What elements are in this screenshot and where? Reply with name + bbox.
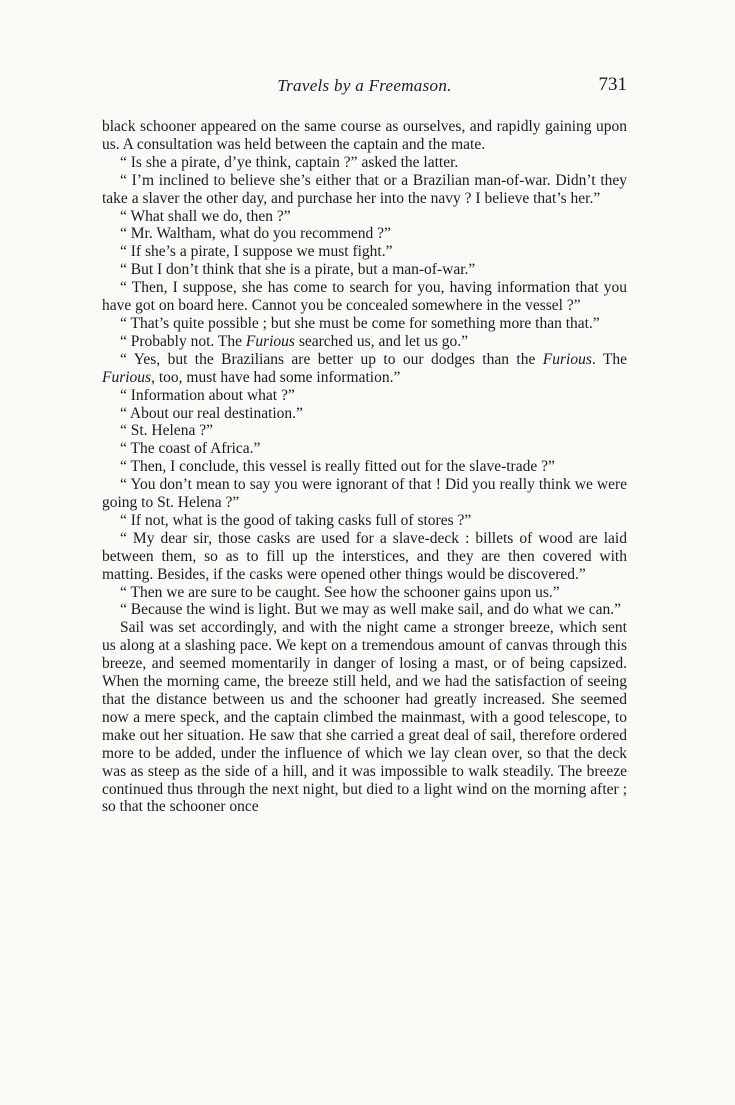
paragraph: “ Is she a pirate, d’ye think, captain ?” asked the latter. xyxy=(120,153,459,171)
ship-name: Furious xyxy=(102,368,152,386)
page-number: 731 xyxy=(598,74,627,95)
paragraph: “ St. Helena ?” xyxy=(120,422,213,440)
paragraph: “ I’m inclined to believe she’s either that or a Brazilian man-of-war. Didn’t they take a slaver the other day, and purchase her into the navy ? I believe that’s her.” xyxy=(102,171,627,207)
paragraph: “ About our real destination.” xyxy=(120,404,303,422)
ship-name: Furious xyxy=(542,350,592,368)
paragraph: “ Probably not. The Furious searched us, and let us go.” xyxy=(120,332,468,350)
paragraph: “ Then, I suppose, she has come to search for you, having information that you have got on board here. Cannot you be concealed somewhere in the vessel ?” xyxy=(102,279,627,315)
paragraph: “ What shall we do, then ?” xyxy=(120,207,291,225)
ship-name: Furious xyxy=(245,332,295,350)
paragraph: “ If not, what is the good of taking casks full of stores ?” xyxy=(120,511,472,529)
paragraph: “ Because the wind is light. But we may as well make sail, and do what we can.” xyxy=(120,601,622,619)
page-header xyxy=(102,76,627,104)
paragraph: “ Yes, but the Brazilians are better up to our dodges than the Furious. The Furious, too, must have had some information.” xyxy=(102,350,627,386)
paragraph: “ The coast of Africa.” xyxy=(120,440,261,458)
paragraph: “ You don’t mean to say you were ignorant of that ! Did you really think we were going to St. Helena ?” xyxy=(102,476,627,512)
running-title: Travels by a Freemason. xyxy=(277,76,452,95)
paragraph: “ Then, I conclude, this vessel is really fitted out for the slave-trade ?” xyxy=(120,458,555,476)
paragraph: “ Then we are sure to be caught. See how the schooner gains upon us.” xyxy=(120,583,560,601)
paragraph: “ That’s quite possible ; but she must be come for something more than that.” xyxy=(120,314,600,332)
paragraph: “ But I don’t think that she is a pirate, but a man-of-war.” xyxy=(120,261,476,279)
paragraph: “ If she’s a pirate, I suppose we must fight.” xyxy=(120,243,393,261)
paragraph: Sail was set accordingly, and with the night came a stronger breeze, which sent us along at a slashing pace. We kept on a tremendous amount of canvas through this breeze, and seemed momentarily in danger of losing a mast, or of being capsized. When the morning came, the breeze still held, and we had the satisfaction of seeing that the distance between us and the schooner had greatly increased. She seemed now a mere speck, and the captain climbed the mainmast, with a good telescope, to make out her situation. He saw that she carried a great deal of sail, therefore ordered more to be added, under the influence of which we lay clean over, so that the deck was as steep as the side of a hill, and it was impossible to walk steadily. The breeze continued thus through the next night, but died to a light wind on the morning after ; so that the schooner once xyxy=(102,619,627,816)
body-text xyxy=(102,118,627,816)
paragraph: black schooner appeared on the same course as ourselves, and rapidly gaining upon us. A consultation was held between the captain and the mate. xyxy=(102,118,627,153)
paragraph: “ My dear sir, those casks are used for a slave-deck : billets of wood are laid between them, so as to fill up the interstices, and they are then covered with matting. Besides, if the casks were opened other things would be discovered.” xyxy=(102,529,627,583)
paragraph: “ Information about what ?” xyxy=(120,386,295,404)
paragraph: “ Mr. Waltham, what do you recommend ?” xyxy=(120,225,391,243)
